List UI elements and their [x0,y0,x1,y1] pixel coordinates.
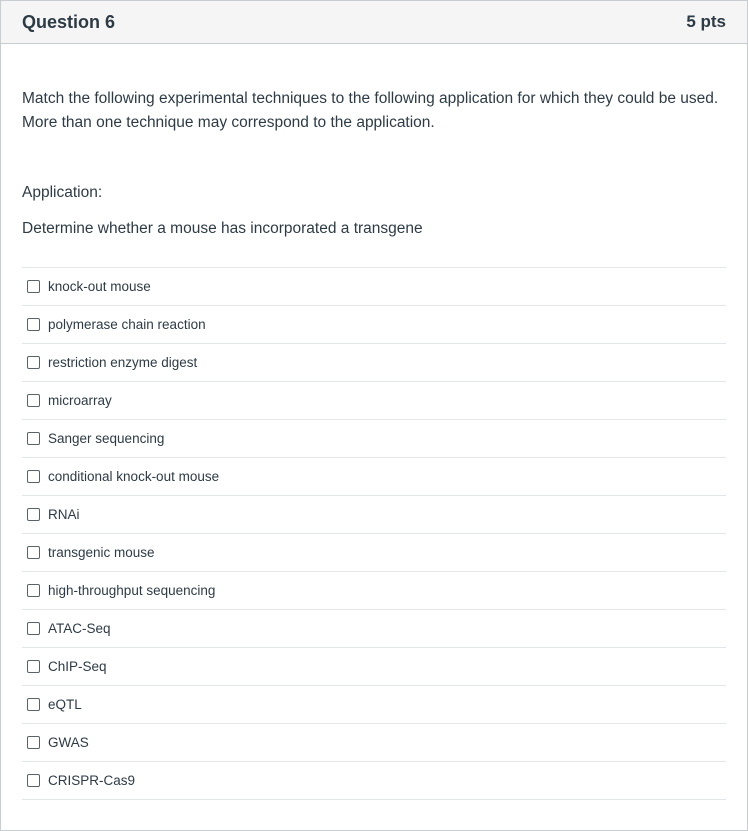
answer-option-label: polymerase chain reaction [48,317,206,332]
checkbox[interactable] [27,432,40,445]
answer-option[interactable] [22,458,726,496]
answer-option[interactable] [22,686,726,724]
answer-option-label: ATAC-Seq [48,621,111,636]
checkbox[interactable] [27,356,40,369]
answer-option[interactable] [22,382,726,420]
application-label: Application: [22,184,103,201]
answer-option[interactable] [22,268,726,306]
answer-options [22,267,726,800]
checkbox[interactable] [27,622,40,635]
answer-option-label: restriction enzyme digest [48,355,198,370]
checkbox[interactable] [27,280,40,293]
answer-option[interactable] [22,572,726,610]
answer-option-label: CRISPR-Cas9 [48,773,136,788]
answer-option[interactable] [22,762,726,800]
answer-option[interactable] [22,534,726,572]
checkbox[interactable] [27,546,40,559]
answer-option-label: high-throughput sequencing [48,583,216,598]
answer-option-label: ChIP-Seq [48,659,107,674]
answer-option-label: eQTL [48,697,82,712]
answer-option-label: microarray [48,393,112,408]
checkbox[interactable] [27,394,40,407]
question-points: 5 pts [686,12,726,31]
answer-option[interactable] [22,420,726,458]
answer-option-label: knock-out mouse [48,279,151,294]
answer-option[interactable] [22,724,726,762]
question-header [1,1,747,44]
answer-option[interactable] [22,648,726,686]
answer-option[interactable] [22,610,726,648]
answer-option-label: transgenic mouse [48,545,155,560]
checkbox[interactable] [27,736,40,749]
question-prompt: Match the following experimental techniques to the following application for which they could be used. More than one technique may correspond to the application. [22,90,719,131]
question-title: Question 6 [22,11,116,32]
question-body [1,87,747,800]
answer-option-label: Sanger sequencing [48,431,165,446]
checkbox[interactable] [27,774,40,787]
checkbox[interactable] [27,584,40,597]
checkbox[interactable] [27,318,40,331]
checkbox[interactable] [27,470,40,483]
application-text: Determine whether a mouse has incorporated a transgene [22,220,423,237]
answer-option-label: GWAS [48,735,89,750]
checkbox[interactable] [27,698,40,711]
answer-option-label: RNAi [48,507,80,522]
checkbox[interactable] [27,660,40,673]
answer-option-label: conditional knock-out mouse [48,469,220,484]
answer-option[interactable] [22,496,726,534]
checkbox[interactable] [27,508,40,521]
answer-option[interactable] [22,344,726,382]
answer-option[interactable] [22,306,726,344]
